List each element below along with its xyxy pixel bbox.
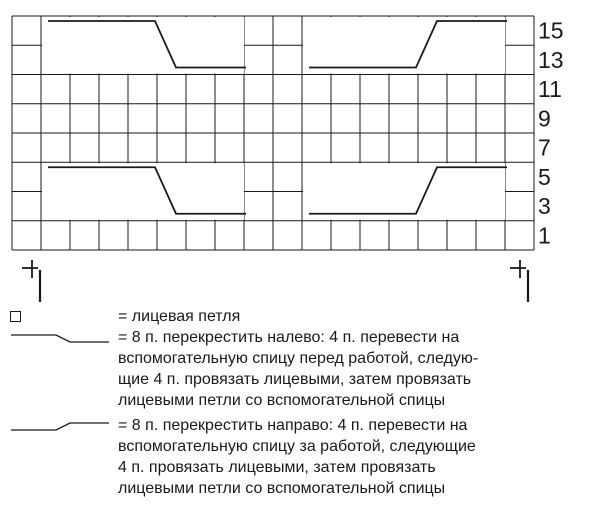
legend-text-cross-left: = 8 п. перекрестить налево: 4 п. перевести на вспомогательную спицу перед работой, следую- щие 4 п. провязать лицевыми, затем провязать лицевыми петли со вспомогательной спицы: [118, 329, 479, 409]
cable-band: [303, 17, 505, 74]
cross-right-icon: [10, 415, 110, 435]
legend-text-knit: = лицевая петля: [118, 308, 241, 325]
row-number-13: 13: [538, 46, 564, 73]
row-number-labels: [538, 18, 564, 249]
cable-band: [42, 17, 244, 74]
row-number-9: 9: [538, 105, 551, 132]
cable-band: [42, 163, 244, 220]
cross-left-icon: [10, 327, 110, 347]
row-number-5: 5: [538, 163, 551, 190]
row-number-7: 7: [538, 134, 551, 161]
row-number-11: 11: [538, 76, 562, 103]
row-number-3: 3: [538, 193, 551, 220]
row-number-15: 15: [538, 17, 564, 44]
legend-item-cross-left: [0, 327, 602, 413]
repeat-markers: [22, 260, 528, 302]
cable-band: [303, 163, 505, 220]
legend-item-cross-right: [0, 415, 602, 501]
legend-text-cross-right: = 8 п. перекрестить направо: 4 п. перевести на вспомогательную спицу за работой, следующие 4 п. провязать лицевыми, затем провязать лицевыми петли со вспомогательной спицы: [118, 417, 476, 497]
cable-marks: [42, 17, 507, 220]
knit-square-icon: [10, 311, 21, 322]
legend-item-knit: [0, 306, 602, 326]
row-number-1: 1: [538, 222, 551, 249]
